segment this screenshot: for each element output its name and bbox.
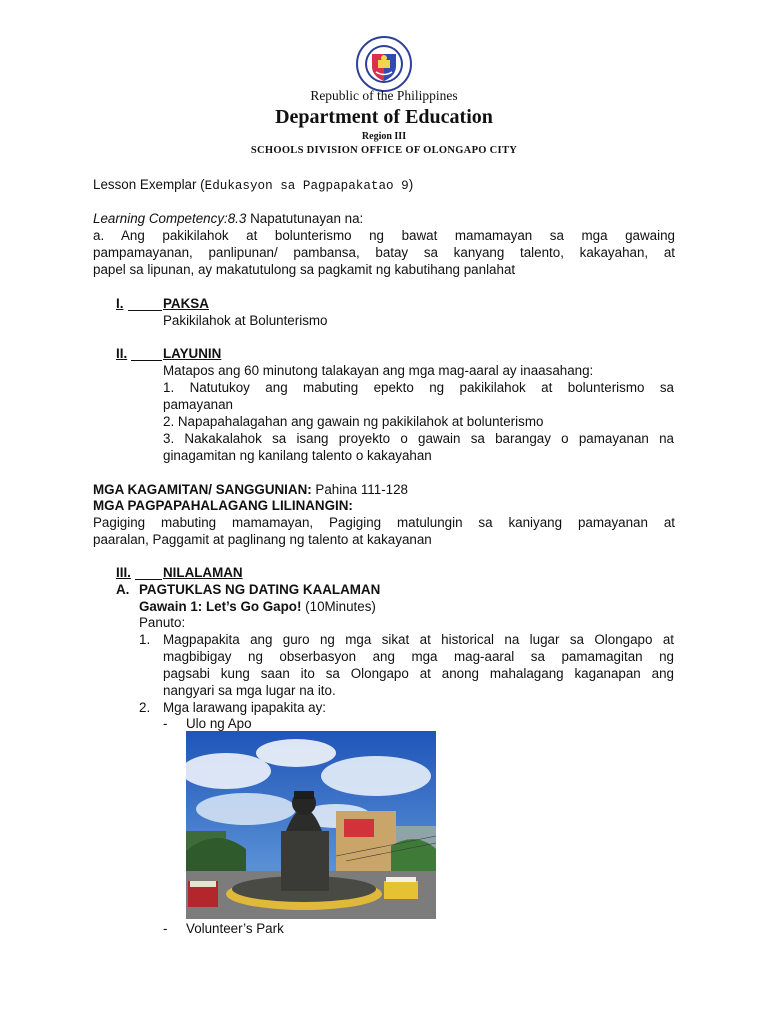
bullet-dash: - bbox=[163, 921, 168, 936]
place-volunteers-park: Volunteer’s Park bbox=[186, 921, 284, 936]
paksa-title: PAKSA bbox=[163, 296, 209, 311]
competency-label: Learning Competency:8.3 bbox=[93, 211, 247, 226]
objective-3-cont: ginagamitan ng kanilang talento o kakayahan bbox=[163, 448, 432, 463]
bullet-dash: - bbox=[163, 716, 168, 731]
nilalaman-numeral: III. bbox=[116, 565, 131, 580]
deped-seal-icon bbox=[356, 36, 412, 92]
step-1-line: Magpapakita ang guro ng mga sikat at historical na lugar sa Olongapo at bbox=[163, 632, 674, 647]
values-line: paaralan, Paggamit at paglinang ng talento at kakayanan bbox=[93, 532, 432, 547]
competency-line: pampamayanan, panlipunan/ pambansa, batay sa kanyang talento, kakayahan, at bbox=[93, 245, 675, 260]
materials-label: MGA KAGAMITAN/ SANGGUNIAN: bbox=[93, 482, 312, 497]
step-1-line: magbibigay ng obserbasyon ang mga mag-aaral sa pamamagitan ng bbox=[163, 649, 674, 664]
objective-2: 2. Napapahalagahan ang gawain ng pakikilahok at bolunterismo bbox=[163, 414, 544, 429]
ulo-ng-apo-photo bbox=[186, 731, 436, 919]
division-label: SCHOOLS DIVISION OFFICE OF OLONGAPO CITY bbox=[250, 145, 518, 156]
objective-1-cont: pamayanan bbox=[163, 397, 233, 412]
objective-1: 1. Natutukoy ang mabuting epekto ng pakikilahok at bolunterismo sa bbox=[163, 380, 674, 395]
panuto-label: Panuto: bbox=[139, 615, 186, 630]
values-label: MGA PAGPAPAHALAGANG LILINANGIN: bbox=[93, 498, 353, 513]
step-1-line: nangyari sa mga lugar na ito. bbox=[163, 683, 336, 698]
paksa-text: Pakikilahok at Bolunterismo bbox=[163, 313, 328, 328]
step-2-text: Mga larawang ipapakita ay: bbox=[163, 700, 327, 715]
step-1-line: pagsabi kung saan ito sa Olongapo at anong mahalagang kaganapan ang bbox=[163, 666, 674, 681]
paksa-numeral: I. bbox=[116, 296, 124, 311]
values-line: Pagiging mabuting mamamayan, Pagiging matulungin sa kaniyang pamayanan at bbox=[93, 515, 675, 530]
competency-line: a. Ang pakikilahok at bolunterismo ng bawat mamamayan sa mga gawaing bbox=[93, 228, 675, 243]
place-ulo-ng-apo: Ulo ng Apo bbox=[186, 716, 252, 731]
step-2-number: 2. bbox=[139, 700, 151, 715]
materials-value: Pahina 111-128 bbox=[311, 482, 408, 497]
paksa-underline bbox=[128, 310, 162, 311]
layunin-intro: Matapos ang 60 minutong talakayan ang mga mag-aaral ay inaasahang: bbox=[163, 363, 594, 378]
activity-line bbox=[139, 598, 376, 615]
region-label: Region III bbox=[361, 131, 407, 142]
subject-name: Edukasyon sa Pagpapakatao 9 bbox=[204, 179, 409, 193]
layunin-underline bbox=[131, 360, 162, 361]
section-letter: A. bbox=[116, 582, 130, 597]
department-title: Department of Education bbox=[275, 106, 493, 128]
section-title: PAGTUKLAS NG DATING KAALAMAN bbox=[139, 582, 381, 597]
materials-line bbox=[93, 481, 408, 498]
nilalaman-title: NILALAMAN bbox=[163, 565, 243, 580]
nilalaman-underline bbox=[135, 579, 162, 580]
layunin-title: LAYUNIN bbox=[163, 346, 222, 361]
objective-3: 3. Nakakalahok sa isang proyekto o gawain sa barangay o pamayanan na bbox=[163, 431, 674, 446]
layunin-numeral: II. bbox=[116, 346, 128, 361]
lesson-title: Lesson Exemplar (Edukasyon sa Pagpapakatao 9) bbox=[93, 177, 414, 193]
competency-heading: Learning Competency:8.3 Napatutunayan na: bbox=[93, 211, 364, 226]
republic-heading: Republic of the Philippines bbox=[310, 88, 458, 103]
activity-duration: (10Minutes) bbox=[301, 599, 376, 614]
activity-title: Gawain 1: Let’s Go Gapo! bbox=[139, 599, 302, 614]
step-1-number: 1. bbox=[139, 632, 151, 647]
competency-line: papel sa lipunan, ay makatutulong sa pagkamit ng kabutihang panlahat bbox=[93, 262, 516, 277]
